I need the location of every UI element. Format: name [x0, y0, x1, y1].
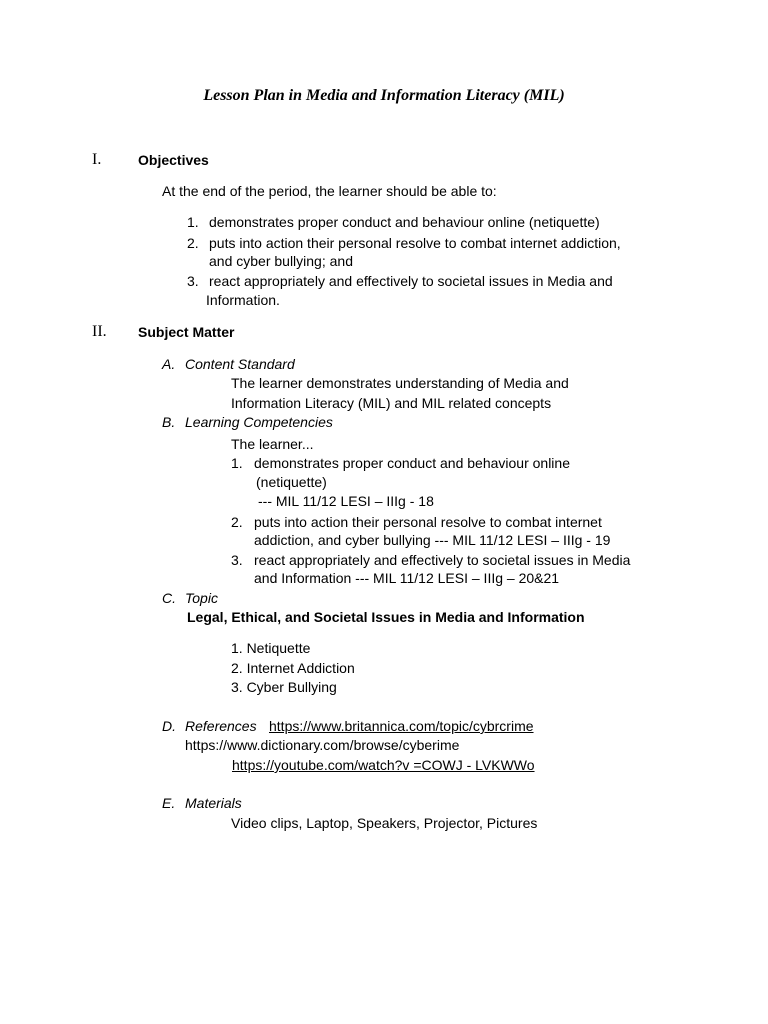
competency-3-number: 3.	[231, 552, 243, 568]
subsection-c-letter: C.	[162, 590, 176, 606]
objective-2-text-line1: puts into action their personal resolve to combat internet addiction,	[209, 235, 621, 251]
competency-3-line2: and Information --- MIL 11/12 LESI – IIIg – 20&21	[254, 570, 560, 586]
topic-item-3: 3. Cyber Bullying	[231, 679, 337, 695]
content-standard-line2: Information Literacy (MIL) and MIL related concepts	[231, 395, 552, 411]
objective-2-number: 2.	[187, 235, 199, 251]
competency-2-line2: addiction, and cyber bullying --- MIL 11/12 LESI – IIIg - 19	[254, 532, 611, 548]
reference-link-britannica[interactable]: https://www.britannica.com/topic/cybrcrime	[269, 718, 534, 734]
materials-text: Video clips, Laptop, Speakers, Projector, Pictures	[231, 815, 538, 831]
subsection-d-label: References	[185, 718, 257, 734]
objectives-intro: At the end of the period, the learner should be able to:	[162, 183, 497, 199]
topic-item-1: 1. Netiquette	[231, 640, 311, 656]
competency-2-line1: puts into action their personal resolve to combat internet	[254, 514, 602, 530]
competency-1-line3: --- MIL 11/12 LESI – IIIg - 18	[258, 493, 434, 509]
competency-1-number: 1.	[231, 455, 243, 471]
objective-3-text-line2: Information.	[206, 292, 280, 308]
subsection-b-label: Learning Competencies	[185, 414, 333, 430]
content-standard-line1: The learner demonstrates understanding of Media and	[231, 375, 569, 391]
topic-item-2: 2. Internet Addiction	[231, 660, 355, 676]
competency-1-line2: (netiquette)	[256, 474, 327, 490]
objective-2-text-line2: and cyber bullying; and	[209, 253, 353, 269]
competency-3-line1: react appropriately and effectively to societal issues in Media	[254, 552, 631, 568]
subsection-b-letter: B.	[162, 414, 176, 430]
competency-2-number: 2.	[231, 514, 243, 530]
reference-link-youtube[interactable]: https://youtube.com/watch?v =COWJ - LVKWWo	[232, 757, 535, 773]
subsection-e-letter: E.	[162, 795, 176, 811]
section-1-numeral: I.	[92, 151, 102, 168]
section-1-heading: Objectives	[138, 152, 209, 168]
competencies-intro: The learner...	[231, 436, 314, 452]
section-2-numeral: II.	[92, 323, 107, 340]
subsection-d-letter: D.	[162, 718, 176, 734]
objective-3-text-line1: react appropriately and effectively to societal issues in Media and	[209, 273, 613, 289]
objective-1-text: demonstrates proper conduct and behaviour online (netiquette)	[209, 214, 600, 230]
subsection-c-label: Topic	[185, 590, 218, 606]
topic-title: Legal, Ethical, and Societal Issues in Media and Information	[187, 609, 585, 625]
section-2-heading: Subject Matter	[138, 324, 235, 340]
competency-1-line1: demonstrates proper conduct and behaviour online	[254, 455, 570, 471]
subsection-e-label: Materials	[185, 795, 242, 811]
reference-dictionary: https://www.dictionary.com/browse/cyberime	[185, 737, 460, 753]
document-title: Lesson Plan in Media and Information Literacy (MIL)	[203, 87, 565, 104]
subsection-a-letter: A.	[162, 356, 176, 372]
objective-3-number: 3.	[187, 273, 199, 289]
subsection-a-label: Content Standard	[185, 356, 295, 372]
objective-1-number: 1.	[187, 214, 199, 230]
